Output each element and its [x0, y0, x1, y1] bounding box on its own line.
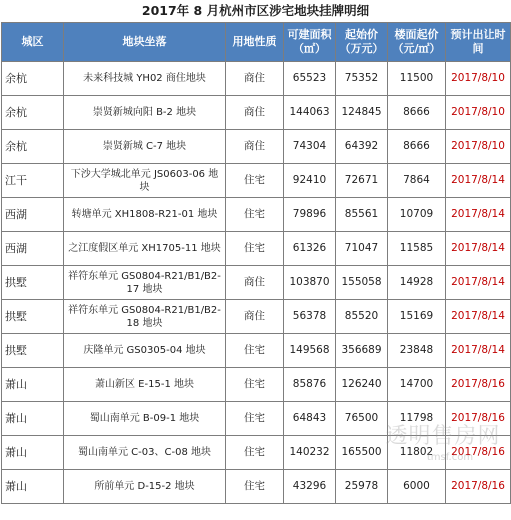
cell-usage: 住宅	[226, 164, 284, 198]
cell-date: 2017/8/14	[446, 198, 511, 232]
table-row	[2, 164, 511, 198]
cell-usage: 商住	[226, 300, 284, 334]
cell-plot: 崇贤新城 C-7 地块	[64, 130, 226, 164]
table-row	[2, 198, 511, 232]
cell-area: 74304	[284, 130, 336, 164]
table-row	[2, 232, 511, 266]
cell-district: 西湖	[2, 198, 64, 232]
cell-start-price: 76500	[336, 402, 388, 436]
cell-plot: 之江度假区单元 XH1705-11 地块	[64, 232, 226, 266]
cell-date: 2017/8/14	[446, 164, 511, 198]
cell-plot: 蜀山南单元 C-03、C-08 地块	[64, 436, 226, 470]
cell-start-price: 165500	[336, 436, 388, 470]
header-row	[2, 23, 511, 62]
cell-area: 61326	[284, 232, 336, 266]
cell-plot: 未来科技城 YH02 商住地块	[64, 62, 226, 96]
cell-start-price: 356689	[336, 334, 388, 368]
cell-floor-price: 14700	[388, 368, 446, 402]
cell-district: 拱墅	[2, 334, 64, 368]
cell-area: 92410	[284, 164, 336, 198]
cell-date: 2017/8/16	[446, 436, 511, 470]
cell-floor-price: 8666	[388, 96, 446, 130]
cell-floor-price: 6000	[388, 470, 446, 504]
cell-area: 79896	[284, 198, 336, 232]
cell-district: 拱墅	[2, 300, 64, 334]
cell-floor-price: 10709	[388, 198, 446, 232]
cell-date: 2017/8/10	[446, 96, 511, 130]
header-district: 城区	[2, 23, 64, 62]
cell-usage: 商住	[226, 130, 284, 164]
cell-district: 萧山	[2, 470, 64, 504]
cell-area: 56378	[284, 300, 336, 334]
cell-area: 144063	[284, 96, 336, 130]
cell-plot: 所前单元 D-15-2 地块	[64, 470, 226, 504]
header-plot: 地块坐落	[64, 23, 226, 62]
header-usage: 用地性质	[226, 23, 284, 62]
table-row	[2, 266, 511, 300]
cell-area: 65523	[284, 62, 336, 96]
cell-plot: 萧山新区 E-15-1 地块	[64, 368, 226, 402]
cell-start-price: 85520	[336, 300, 388, 334]
cell-plot: 转塘单元 XH1808-R21-01 地块	[64, 198, 226, 232]
cell-district: 江干	[2, 164, 64, 198]
table-row	[2, 368, 511, 402]
cell-usage: 住宅	[226, 368, 284, 402]
cell-plot: 崇贤新城向阳 B-2 地块	[64, 96, 226, 130]
cell-district: 萧山	[2, 436, 64, 470]
table-row	[2, 96, 511, 130]
cell-start-price: 25978	[336, 470, 388, 504]
cell-district: 拱墅	[2, 266, 64, 300]
table-title: 2017年 8 月杭州市区涉宅地块挂牌明细	[141, 3, 370, 18]
cell-floor-price: 11802	[388, 436, 446, 470]
cell-area: 149568	[284, 334, 336, 368]
cell-floor-price: 7864	[388, 164, 446, 198]
cell-usage: 住宅	[226, 334, 284, 368]
cell-district: 萧山	[2, 368, 64, 402]
cell-usage: 商住	[226, 96, 284, 130]
cell-district: 余杭	[2, 62, 64, 96]
table-row	[2, 334, 511, 368]
cell-usage: 商住	[226, 62, 284, 96]
cell-usage: 住宅	[226, 232, 284, 266]
cell-date: 2017/8/16	[446, 368, 511, 402]
cell-plot: 祥符东单元 GS0804-R21/B1/B2-18 地块	[64, 300, 226, 334]
cell-start-price: 75352	[336, 62, 388, 96]
cell-floor-price: 15169	[388, 300, 446, 334]
cell-district: 西湖	[2, 232, 64, 266]
cell-usage: 住宅	[226, 470, 284, 504]
cell-district: 余杭	[2, 96, 64, 130]
cell-start-price: 72671	[336, 164, 388, 198]
watermark-logo: 透明售房网	[385, 424, 501, 449]
cell-floor-price: 11798	[388, 402, 446, 436]
cell-area: 103870	[284, 266, 336, 300]
watermark-url: tmsf.com	[426, 452, 474, 463]
cell-usage: 商住	[226, 266, 284, 300]
cell-date: 2017/8/14	[446, 300, 511, 334]
cell-start-price: 64392	[336, 130, 388, 164]
cell-usage: 住宅	[226, 402, 284, 436]
cell-plot: 下沙大学城北单元 JS0603-06 地块	[64, 164, 226, 198]
cell-usage: 住宅	[226, 198, 284, 232]
cell-date: 2017/8/14	[446, 232, 511, 266]
cell-date: 2017/8/16	[446, 470, 511, 504]
cell-plot: 庆隆单元 GS0305-04 地块	[64, 334, 226, 368]
table-row	[2, 470, 511, 504]
cell-floor-price: 23848	[388, 334, 446, 368]
cell-area: 85876	[284, 368, 336, 402]
cell-start-price: 126240	[336, 368, 388, 402]
cell-floor-price: 8666	[388, 130, 446, 164]
cell-date: 2017/8/14	[446, 266, 511, 300]
cell-floor-price: 11585	[388, 232, 446, 266]
table-row	[2, 130, 511, 164]
table-row	[2, 300, 511, 334]
cell-date: 2017/8/16	[446, 402, 511, 436]
cell-date: 2017/8/10	[446, 62, 511, 96]
header-area: 可建面积（㎡）	[284, 23, 336, 62]
cell-start-price: 85561	[336, 198, 388, 232]
cell-floor-price: 11500	[388, 62, 446, 96]
cell-date: 2017/8/14	[446, 334, 511, 368]
cell-date: 2017/8/10	[446, 130, 511, 164]
cell-start-price: 124845	[336, 96, 388, 130]
cell-area: 140232	[284, 436, 336, 470]
cell-plot: 蜀山南单元 B-09-1 地块	[64, 402, 226, 436]
cell-district: 余杭	[2, 130, 64, 164]
cell-plot: 祥符东单元 GS0804-R21/B1/B2-17 地块	[64, 266, 226, 300]
cell-floor-price: 14928	[388, 266, 446, 300]
header-start-price: 起始价（万元）	[336, 23, 388, 62]
header-floor-price: 楼面起价（元/㎡）	[388, 23, 446, 62]
cell-usage: 住宅	[226, 436, 284, 470]
cell-start-price: 155058	[336, 266, 388, 300]
cell-district: 萧山	[2, 402, 64, 436]
table-row	[2, 62, 511, 96]
cell-area: 64843	[284, 402, 336, 436]
cell-area: 43296	[284, 470, 336, 504]
header-date: 预计出让时间	[446, 23, 511, 62]
cell-start-price: 71047	[336, 232, 388, 266]
